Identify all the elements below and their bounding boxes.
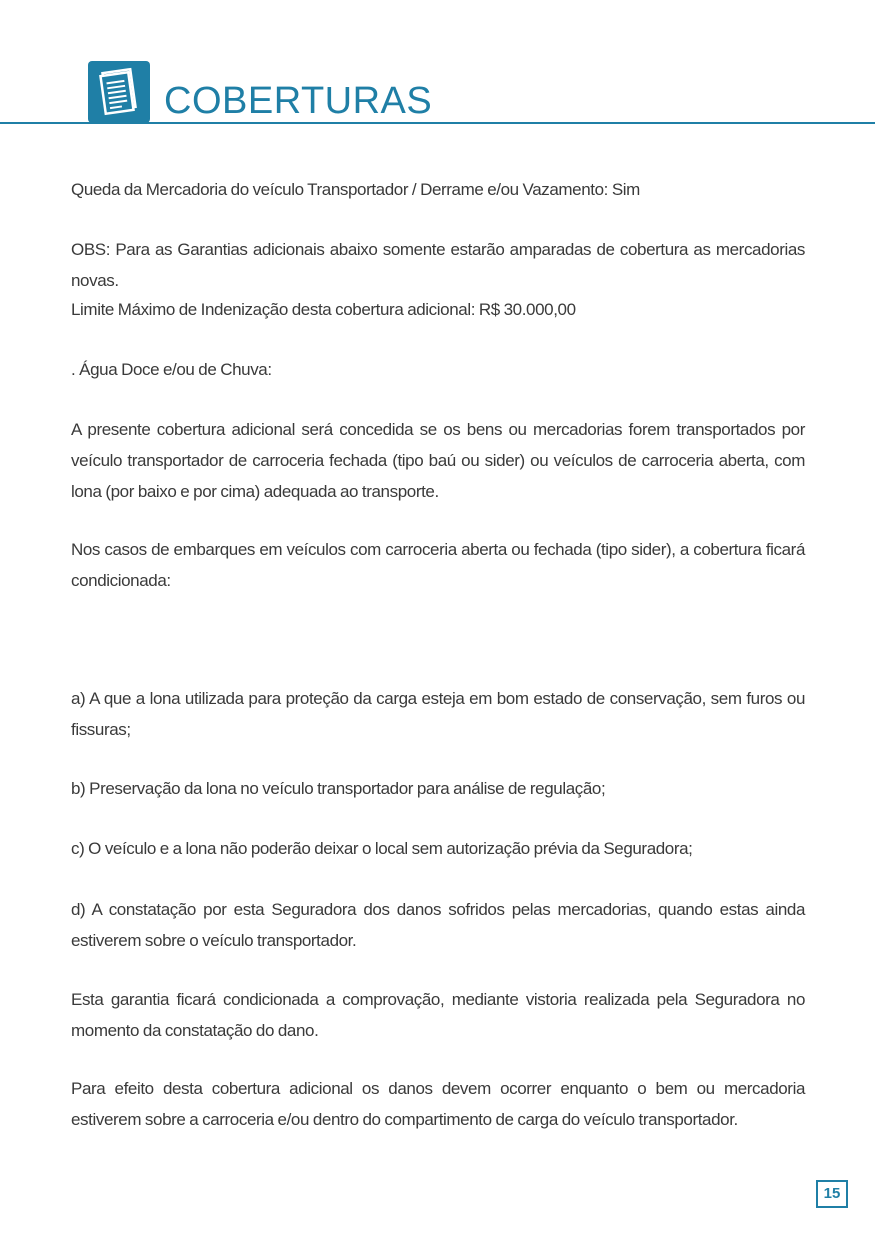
list-item-d: d) A constatação por esta Seguradora dos danos sofridos pelas mercadorias, quando estas ainda estiverem sobre o veículo transportador. — [71, 900, 805, 950]
paragraph-section-heading: . Água Doce e/ou de Chuva: — [71, 360, 272, 379]
paragraph-coverage-conditions: A presente cobertura adicional será concedida se os bens ou mercadorias forem transportados por veículo transportador de carroceria fechada (tipo baú ou sider) ou veículos de carroceria aberta, com lona (por baixo e por cima) adequada ao transporte. — [71, 420, 805, 501]
page-title: COBERTURAS — [164, 80, 433, 122]
list-item-a: a) A que a lona utilizada para proteção da carga esteja em bom estado de conservação, sem furos ou fissuras; — [71, 689, 805, 739]
document-icon — [88, 61, 150, 123]
paragraph-indemnity-limit: Limite Máximo de Indenização desta cobertura adicional: R$ 30.000,00 — [71, 300, 576, 319]
paragraph-observation: OBS: Para as Garantias adicionais abaixo somente estarão amparadas de cobertura as mercadorias novas. — [71, 240, 805, 290]
paragraph-damage-effect: Para efeito desta cobertura adicional os danos devem ocorrer enquanto o bem ou mercadoria estiverem sobre a carroceria e/ou dentro do compartimento de carga do veículo transportador. — [71, 1079, 805, 1129]
paragraph-guarantee-condition: Esta garantia ficará condicionada a comprovação, mediante vistoria realizada pela Seguradora no momento da constatação do dano. — [71, 990, 805, 1040]
list-item-b: b) Preservação da lona no veículo transportador para análise de regulação; — [71, 779, 606, 798]
page-number: 15 — [816, 1180, 848, 1208]
header-divider — [0, 122, 875, 124]
paragraph-embarkation-cases: Nos casos de embarques em veículos com carroceria aberta ou fechada (tipo sider), a cobertura ficará condicionada: — [71, 540, 805, 590]
list-item-c: c) O veículo e a lona não poderão deixar o local sem autorização prévia da Seguradora; — [71, 839, 693, 858]
paragraph-coverage-status: Queda da Mercadoria do veículo Transportador / Derrame e/ou Vazamento: Sim — [71, 180, 640, 199]
